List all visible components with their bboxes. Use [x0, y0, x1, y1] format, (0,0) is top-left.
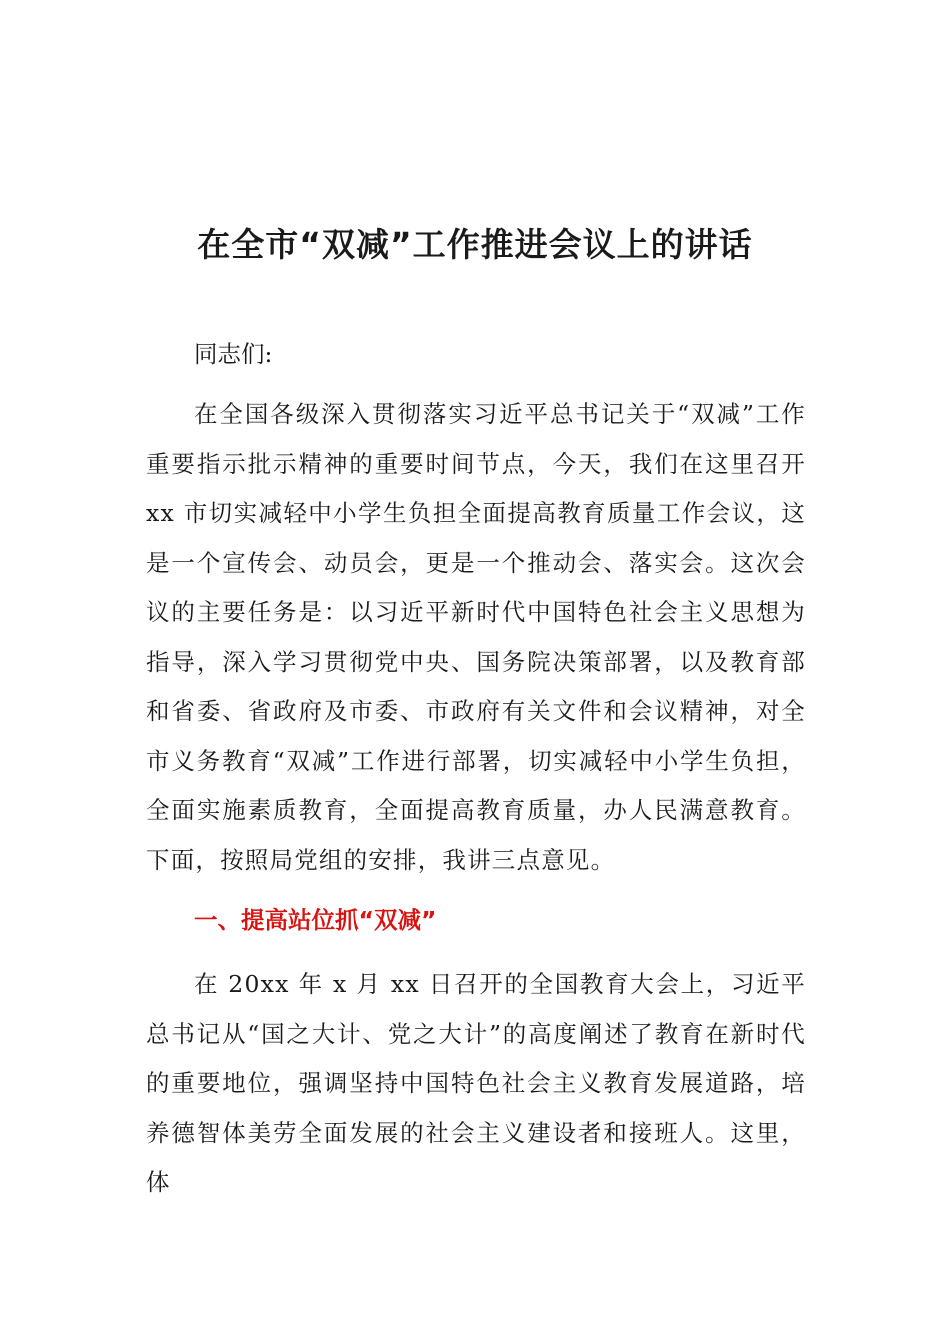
document-title: 在全市“双减”工作推进会议上的讲话	[197, 225, 753, 264]
paragraph-intro: 在全国各级深入贯彻落实习近平总书记关于“双减”工作重要指示批示精神的重要时间节点，今天，我们在这里召开 xx 市切实减轻中小学生负担全面提高教育质量工作会议，这是一个宣传会、动员会，更是一个推动会、落实会。这次会议的主要任务是：以习近平新时代中国特色社会主义思想为指导，深入学习贯彻党中央、国务院决策部署，以及教育部和省委、省政府及市委、市政府有关文件和会议精神，对全市义务教育“双减”工作进行部署，切实减轻中小学生负担，全面实施素质教育，全面提高教育质量，办人民满意教育。下面，按照局党组的安排，我讲三点意见。	[146, 400, 806, 874]
section-heading-1: 一、提高站位抓“双减”	[194, 906, 437, 934]
salutation: 同志们:	[194, 340, 273, 368]
paragraph-section-1: 在 20xx 年 x 月 xx 日召开的全国教育大会上，习近平总书记从“国之大计、党之大计”的高度阐述了教育在新时代的重要地位，强调坚持中国特色社会主义教育发展道路，培养德智体美劳全面发展的社会主义建设者和接班人。这里，体	[146, 970, 806, 1196]
